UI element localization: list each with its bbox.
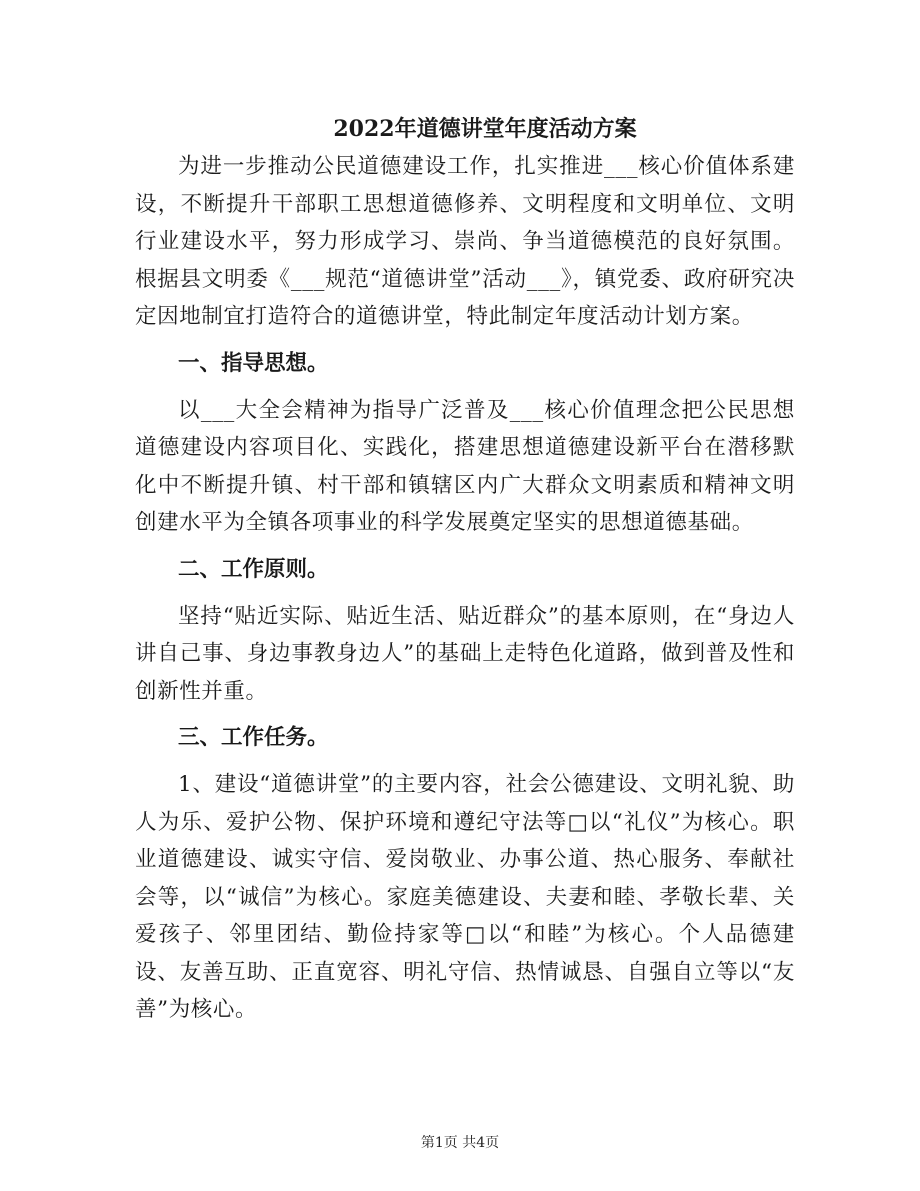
section-body-work-principles: 坚持“贴近实际、贴近生活、贴近群众”的基本原则，在“身边人讲自己事、身边事教身边人”的基础上走特色化道路，做到普及性和创新性并重。 (135, 603, 795, 704)
section-heading-guiding-ideology: 一、指导思想。 (178, 350, 329, 376)
section-heading-work-principles: 二、工作原则。 (178, 556, 329, 582)
page-number-footer: 第1页 共4页 (420, 1135, 500, 1151)
section-heading-work-tasks: 三、工作任务。 (178, 725, 329, 751)
section-body-guiding-ideology: 以___大全会精神为指导广泛普及___核心价值理念把公民思想道德建设内容项目化、实践化，搭建思想道德建设新平台在潜移默化中不断提升镇、村干部和镇辖区内广大群众文明素质和精神文明创建水平为全镇各项事业的科学发展奠定坚实的思想道德基础。 (135, 397, 795, 536)
section-body-work-tasks: 1、建设“道德讲堂”的主要内容，社会公德建设、文明礼貌、助人为乐、爱护公物、保护环境和遵纪守法等□以“礼仪”为核心。职业道德建设、诚实守信、爱岗敬业、办事公道、热心服务、奉献社会等，以“诚信”为核心。家庭美德建设、夫妻和睦、孝敬长辈、关爱孩子、邻里团结、勤俭持家等□以“和睦”为核心。个人品德建设、友善互助、正直宽容、明礼守信、热情诚恳、自强自立等以“友善”为核心。 (135, 771, 795, 1023)
intro-paragraph: 为进一步推动公民道德建设工作，扎实推进___核心价值体系建设，不断提升干部职工思想道德修养、文明程度和文明单位、文明行业建设水平，努力形成学习、崇尚、争当道德模范的良好氛围。根据县文明委《___规范“道德讲堂”活动___》，镇党委、政府研究决定因地制宜打造符合的道德讲堂，特此制定年度活动计划方案。 (135, 154, 795, 330)
document-title: 2022年道德讲堂年度活动方案 (333, 116, 637, 142)
document-body (135, 148, 795, 1029)
